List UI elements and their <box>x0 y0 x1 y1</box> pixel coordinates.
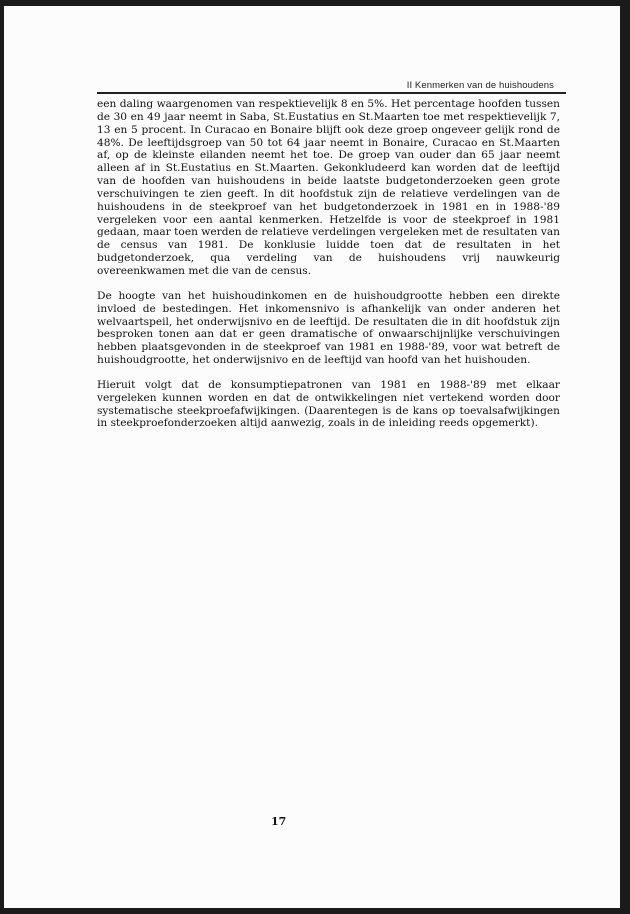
paragraph-1: een daling waargenomen van respektievelijk 8 en 5%. Het percentage hoofden tussen de 30 en 49 jaar neemt in Saba, St.Eustatius en St.Maarten toe met respektievelijk 7, 13 en 5 procent. In Curacao en Bonaire blijft ook deze groep ongeveer gelijk rond de 48%. De leeftijdsgroep van 50 tot 64 jaar neemt in Bonaire, Curacao en St.Maarten af, op de kleinste eilanden neemt het toe. De groep van ouder dan 65 jaar neemt alleen af in St.Eustatius en St.Maarten. Gekonkludeerd kan worden dat de leeftijd van de hoofden van huishoudens in beide laatste budgetonderzoeken geen grote verschuivingen te zien geeft. In dit hoofdstuk zijn de relatieve verdelingen van de huishoudens in de steekproef van het budgetonderzoek in 1981 en in 1988-'89 vergeleken voor een aantal kenmerken. Hetzelfde is voor de steekproef in 1981 gedaan, maar toen werden de relatieve verdelingen vergeleken met de resultaten van de census van 1981. De konklusie luidde toen dat de resultaten in het budgetonderzoek, qua verdeling van de huishoudens vrij nauwkeurig overeenkwamen met die van de census. <box>97 98 561 277</box>
paragraph-gap <box>97 367 560 379</box>
running-header: II Kenmerken van de huishoudens <box>406 80 554 91</box>
paragraph-2: De hoogte van het huishoudinkomen en de huishoudgrootte hebben een direkte invloed de bestedingen. Het inkomensnivo is afhankelijk van onder anderen het welvaartspeil, het onderwijsnivo en de leeftijd. De resultaten die in dit hoofdstuk zijn besproken tonen aan dat er geen dramatische of onwaarschijnlijke verschuivingen hebben plaatsgevonden in de steekproef van 1981 en 1988-'89, voor wat betreft de huishoudgrootte, het onderwijsnivo en de leeftijd van hoofd van het huishouden. <box>97 289 560 367</box>
show-through-text <box>97 380 560 411</box>
paragraph-3: Hieruit volgt dat de konsumptiepatronen van 1981 en 1988-'89 met elkaar vergeleken kunnen worden en dat de ontwikkelingen niet vertekend worden door systematische steekproefafwijkingen. (Daarentegen is de kans op toevalsafwijkingen in steekproefonderzoeken altijd aanwezig, zoals in de inleiding reeds opgemerkt). <box>97 378 560 430</box>
header-rule <box>97 92 566 94</box>
page-number: 17 <box>271 815 287 828</box>
paragraph-gap <box>97 278 560 290</box>
show-through-heading <box>97 388 560 401</box>
